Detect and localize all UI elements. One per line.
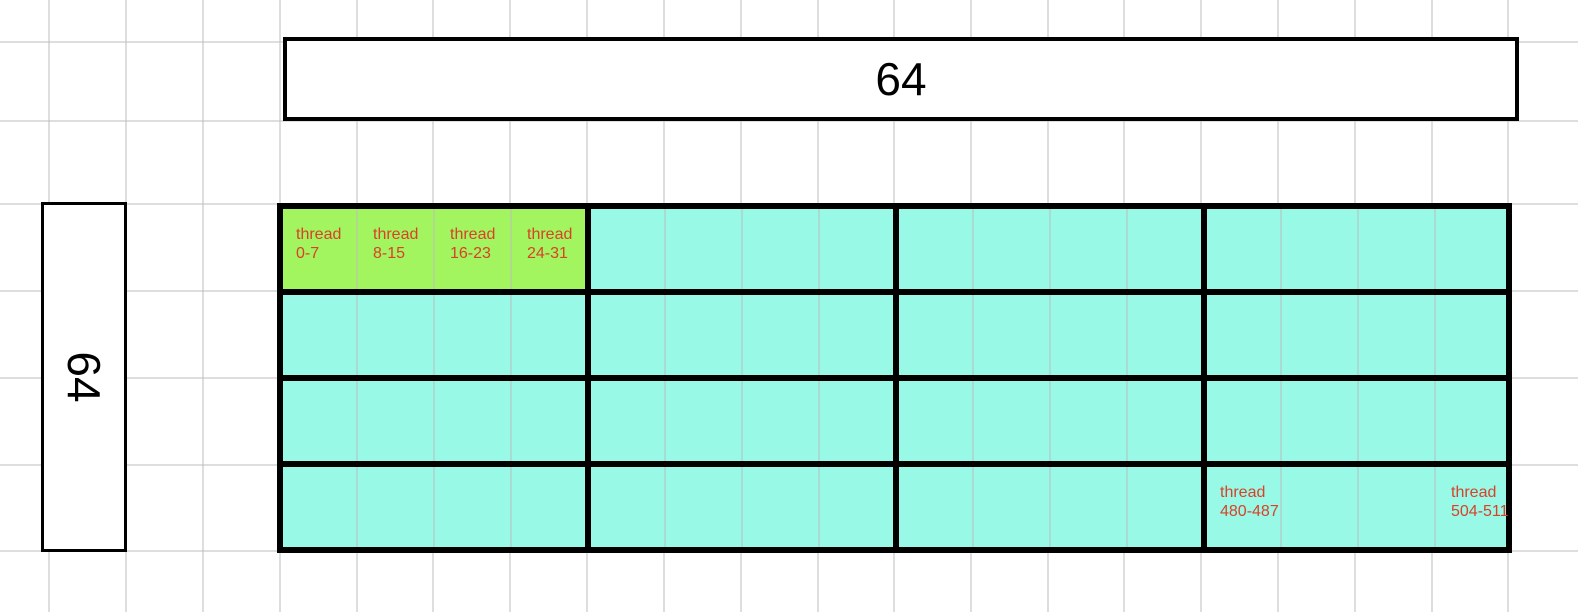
thread-cell — [1281, 292, 1358, 378]
thread-cell — [280, 464, 357, 550]
thread-cell — [1281, 464, 1358, 550]
thread-cell — [1204, 206, 1281, 292]
thread-cell — [665, 378, 742, 464]
thread-cell — [896, 464, 973, 550]
thread-cell — [1435, 292, 1509, 378]
width-dimension-box — [283, 37, 1519, 121]
thread-cell — [511, 464, 588, 550]
thread-cell — [1358, 464, 1435, 550]
thread-cell — [665, 292, 742, 378]
thread-cell — [973, 378, 1050, 464]
thread-cell — [1050, 206, 1127, 292]
thread-cell — [973, 292, 1050, 378]
thread-cell — [896, 206, 973, 292]
thread-cell — [1127, 206, 1204, 292]
thread-cell — [1358, 378, 1435, 464]
thread-cell — [819, 206, 896, 292]
thread-cell — [973, 464, 1050, 550]
thread-cell — [588, 378, 665, 464]
thread-cell — [1204, 292, 1281, 378]
thread-cell — [742, 206, 819, 292]
thread-cell — [1281, 206, 1358, 292]
thread-cell — [1281, 378, 1358, 464]
thread-cell — [1050, 464, 1127, 550]
thread-label: thread 0-7 — [296, 226, 342, 262]
thread-cell — [1050, 292, 1127, 378]
thread-cell — [434, 378, 511, 464]
thread-cell — [819, 292, 896, 378]
thread-cell — [511, 378, 588, 464]
thread-cell — [665, 464, 742, 550]
thread-cell — [1435, 206, 1509, 292]
thread-cell — [1358, 292, 1435, 378]
thread-cell — [1127, 292, 1204, 378]
thread-cell — [357, 464, 434, 550]
thread-cell — [742, 292, 819, 378]
thread-cell — [1127, 464, 1204, 550]
thread-label: thread 16-23 — [450, 226, 496, 262]
thread-cell — [511, 292, 588, 378]
thread-cell — [1127, 378, 1204, 464]
thread-label: thread 504-511 — [1451, 484, 1509, 520]
thread-cell — [357, 378, 434, 464]
thread-cell — [742, 378, 819, 464]
thread-cell — [588, 464, 665, 550]
thread-cell — [819, 464, 896, 550]
height-dimension-box — [41, 202, 127, 552]
height-label: 64 — [58, 351, 110, 403]
thread-cell — [588, 292, 665, 378]
thread-cell — [1358, 206, 1435, 292]
thread-cell — [896, 292, 973, 378]
thread-cell — [819, 378, 896, 464]
thread-cell — [973, 206, 1050, 292]
thread-label: thread 8-15 — [373, 226, 419, 262]
thread-cell — [742, 464, 819, 550]
thread-cell — [665, 206, 742, 292]
thread-cell — [1050, 378, 1127, 464]
width-label: 64 — [875, 53, 927, 105]
thread-cell — [280, 378, 357, 464]
thread-cell — [896, 378, 973, 464]
thread-label: thread 480-487 — [1220, 484, 1279, 520]
thread-cell — [280, 292, 357, 378]
thread-cell — [588, 206, 665, 292]
thread-cell — [434, 292, 511, 378]
thread-cell — [1204, 378, 1281, 464]
thread-label: thread 24-31 — [527, 226, 573, 262]
thread-cell — [357, 292, 434, 378]
thread-cell — [1435, 378, 1509, 464]
thread-cell — [434, 464, 511, 550]
